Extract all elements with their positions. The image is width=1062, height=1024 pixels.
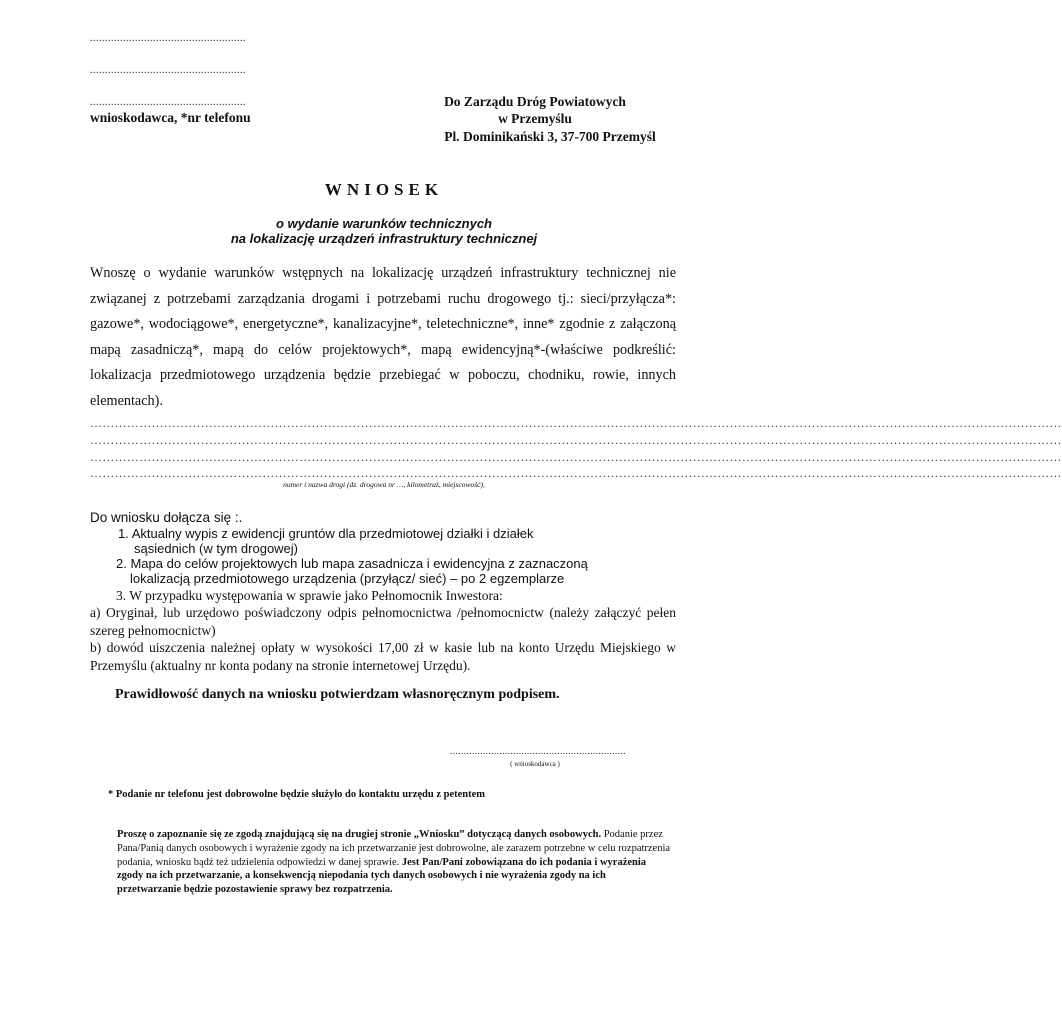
attachment-item-1-line-1: 1. Aktualny wypis z ewidencji gruntów dla przedmiotowej działki i działek xyxy=(118,526,534,541)
sender-label: wnioskodawca, *nr telefonu xyxy=(90,110,251,125)
attachment-item-3a: a) Oryginał, lub urzędowo poświadczony odpis pełnomocnictwa /pełnomocnictw (należy załączyć pełen szereg pełnomocnictw) xyxy=(90,605,676,638)
attachment-item-2-line-1: 2. Mapa do celów projektowych lub mapa zasadnicza i ewidencyjna z zaznaczoną xyxy=(116,556,588,571)
confirmation-statement: Prawidłowość danych na wniosku potwierdzam własnoręcznym podpisem. xyxy=(115,687,560,702)
attachment-item-1-line-2: sąsiednich (w tym drogowej) xyxy=(134,541,299,556)
recipient-line-2: w Przemyślu xyxy=(498,111,572,126)
privacy-part-1: Proszę o zapoznanie się ze zgodą znajdującą się na drugiej stronie „Wniosku” dotyczącą danych osobowych. xyxy=(117,829,602,840)
sender-line-1: .................................................... xyxy=(90,33,246,44)
sender-line-3: .................................................... xyxy=(90,97,246,108)
road-caption: numer i nazwa drogi (dz. drogowa nr …, kilometraż, miejscowość), xyxy=(283,480,485,489)
privacy-notice xyxy=(117,828,672,897)
attachments-heading: Do wniosku dołącza się :. xyxy=(90,510,243,525)
attachment-item-2-line-2: lokalizacją przedmiotowego urządzenia (przyłącz/ sieć) – po 2 egzemplarze xyxy=(130,571,565,586)
recipient-line-1: Do Zarządu Dróg Powiatowych xyxy=(444,94,626,109)
subtitle-line-2: na lokalizację urządzeń infrastruktury technicznej xyxy=(230,231,538,246)
document-title: WNIOSEK xyxy=(324,180,444,199)
attachment-item-3: 3. W przypadku występowania w sprawie jako Pełnomocnik Inwestora: xyxy=(116,588,503,603)
sender-line-2: .................................................... xyxy=(90,65,246,76)
fill-line-3[interactable]: ………………………………………………………………………………………………………………………………………………………………………………………………………………… xyxy=(90,450,1062,464)
fill-line-4[interactable]: ………………………………………………………………………………………………………………………………………………………………………………………………………………… xyxy=(90,466,1062,480)
signature-line[interactable]: ................................................................ xyxy=(450,746,626,756)
subtitle-line-1: o wydanie warunków technicznych xyxy=(276,216,492,231)
privacy-part-3: Jest Pan/Pani zobowiązana do ich podania i wyrażenia zgody na ich przetwarzanie, a konsekwencją niepodania tych danych osobowych i nie wyrażenia zgody na ich przetwarzanie będzie pozostawienie sprawy bez rozpatrzenia. xyxy=(117,856,647,896)
phone-note: * Podanie nr telefonu jest dobrowolne będzie służyło do kontaktu urzędu z petentem xyxy=(108,789,486,800)
fill-line-1[interactable]: ………………………………………………………………………………………………………………………………………………………………………………………………………………… xyxy=(90,416,1062,430)
attachment-item-3b: b) dowód uiszczenia należnej opłaty w wysokości 17,00 zł w kasie lub na konto Urzędu Miejskiego w Przemyślu (aktualny nr konta podany na stronie internetowej Urzędu). xyxy=(90,640,676,673)
request-body: Wnoszę o wydanie warunków wstępnych na lokalizację urządzeń infrastruktury technicznej nie związanej z potrzebami zarządzania drogami i potrzebami ruchu drogowego tj.: sieci/przyłącza*: gazowe*, wodociągowe*, energetyczne*, kanalizacyjne*, teletechniczne*, inne* zgodnie z załączoną mapą zasadniczą*, mapą do celów projektowych*, mapą ewidencyjną*-(właściwe podkreślić: lokalizacja przedmiotowego urządzenia będzie przebiegać w poboczu, chodniku, rowie, innych elementach). xyxy=(90,265,676,409)
signature-caption: ( wnioskodawca ) xyxy=(510,760,560,768)
privacy-part-2: Podanie przez Pana/Panią danych osobowych i wyrażenie zgody na ich przetwarzanie jest dobrowolne, ale zarazem potrzebne w celu rozpatrzenia podania, wniosku bądź też udzielenia odpowiedzi w danej sprawie. xyxy=(117,829,671,868)
recipient-line-3: Pl. Dominikański 3, 37-700 Przemyśl xyxy=(444,129,656,144)
fill-line-2[interactable]: ………………………………………………………………………………………………………………………………………………………………………………………………………………… xyxy=(90,433,1062,447)
